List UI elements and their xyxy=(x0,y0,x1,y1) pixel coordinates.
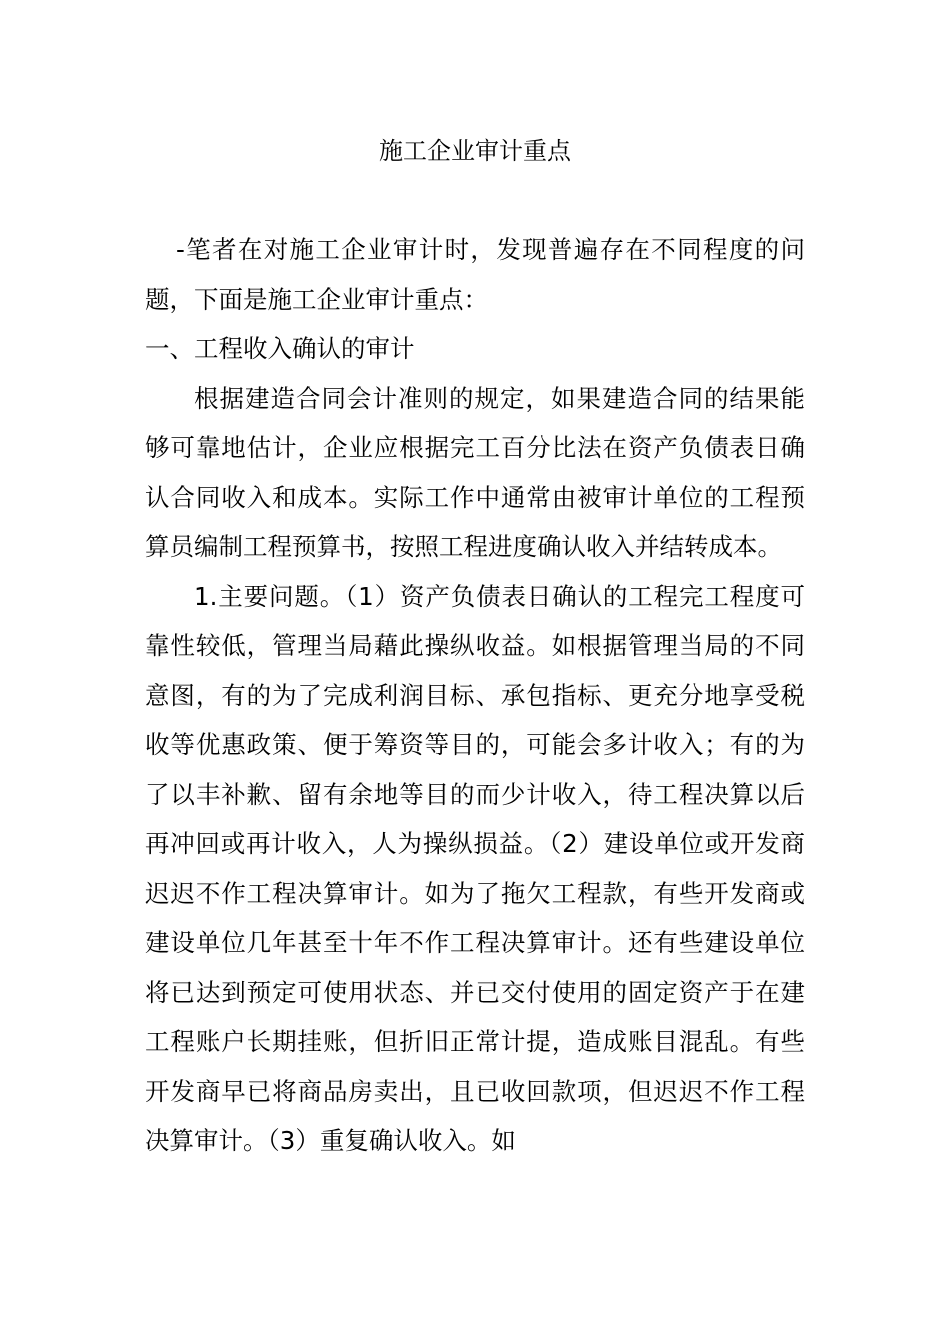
section-heading: 一、工程收入确认的审计 xyxy=(145,334,415,363)
intro-paragraph: -笔者在对施工企业审计时，发现普遍存在不同程度的问题，下面是施工企业审计重点： xyxy=(145,235,805,314)
body-paragraph: 根据建造合同会计准则的规定，如果建造合同的结果能够可靠地估计，企业应根据完工百分比法在资产负债表日确认合同收入和成本。实际工作中通常由被审计单位的工程预算员编制工程预算书，按照工程进度确认收入并结转成本。 xyxy=(145,383,805,561)
document-body xyxy=(145,225,805,1166)
body-paragraph: 1.主要问题。（1）资产负债表日确认的工程完工程度可靠性较低，管理当局藉此操纵收益。如根据管理当局的不同意图，有的为了完成利润目标、承包指标、更充分地享受税收等优惠政策、便于筹资等目的，可能会多计收入；有的为了以丰补歉、留有余地等目的而少计收入，待工程决算以后再冲回或再计收入，人为操纵损益。（2）建设单位或开发商迟迟不作工程决算审计。如为了拖欠工程款，有些开发商或建设单位几年甚至十年不作工程决算审计。还有些建设单位将已达到预定可使用状态、并已交付使用的固定资产于在建工程账户长期挂账，但折旧正常计提，造成账目混乱。有些开发商早已将商品房卖出，且已收回款项，但迟迟不作工程决算审计。（3）重复确认收入。如 xyxy=(145,581,805,1155)
document-title: 施工企业审计重点 xyxy=(379,137,571,165)
